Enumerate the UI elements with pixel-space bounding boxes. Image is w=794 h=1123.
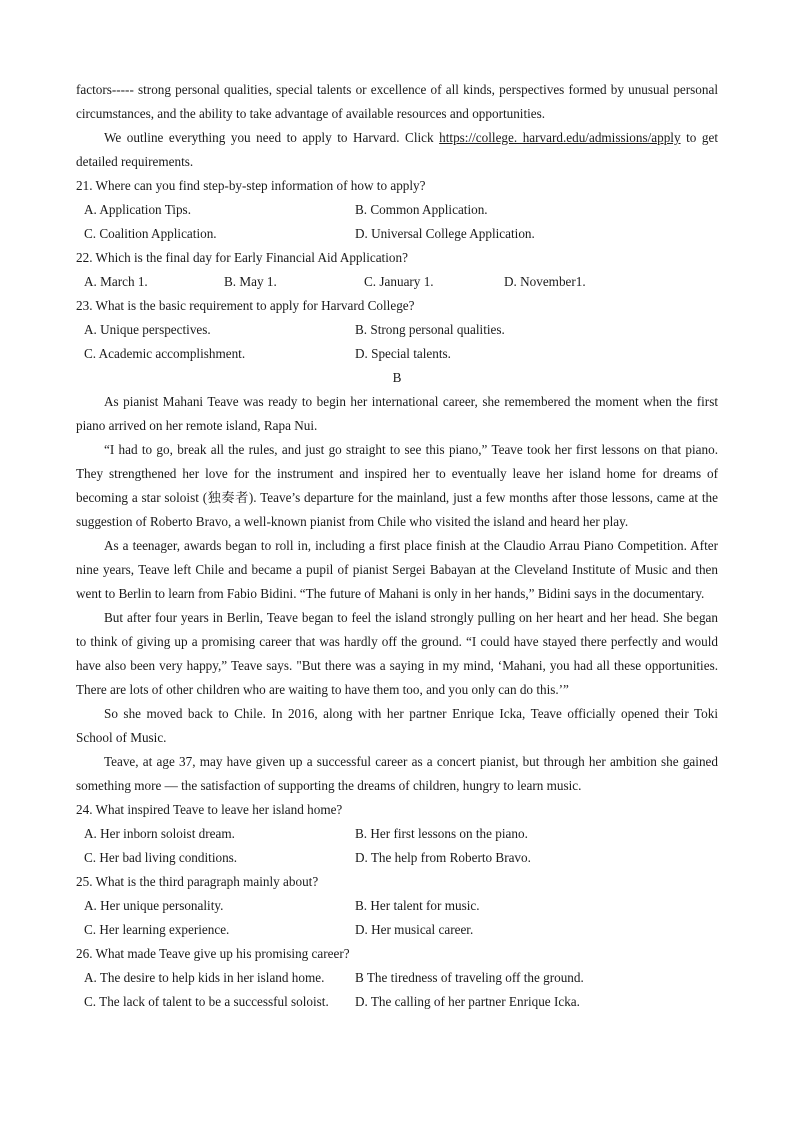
options-21 (76, 198, 718, 246)
question-21: 21. Where can you find step-by-step information of how to apply? (76, 178, 426, 193)
option-25-c: C. Her learning experience. (84, 922, 230, 937)
document-page (76, 78, 718, 1014)
option-25-d: D. Her musical career. (355, 922, 474, 937)
question-22: 22. Which is the final day for Early Financial Aid Application? (76, 250, 408, 265)
option-23-b: B. Strong personal qualities. (355, 322, 505, 337)
passage-paragraph-3: As a teenager, awards began to roll in, including a first place finish at the Claudio Arrau Piano Competition. After nine years, Teave left Chile and became a pupil of pianist Sergei Babayan at the Cleveland Institute of Music and then went to Berlin to learn from Fabio Bidini. “The future of Mahani is only in her hands,” Bidini says in the documentary. (76, 538, 718, 601)
question-23: 23. What is the basic requirement to apply for Harvard College? (76, 298, 415, 313)
option-21-b: B. Common Application. (355, 202, 488, 217)
option-26-c: C. The lack of talent to be a successful soloist. (84, 994, 329, 1009)
question-26: 26. What made Teave give up his promising career? (76, 946, 350, 961)
question-25: 25. What is the third paragraph mainly about? (76, 874, 319, 889)
option-26-a: A. The desire to help kids in her island home. (84, 970, 325, 985)
option-26-b: B The tiredness of traveling off the ground. (355, 970, 584, 985)
option-22-c: C. January 1. (364, 274, 434, 289)
option-21-d: D. Universal College Application. (355, 226, 535, 241)
passage-paragraph-6: Teave, at age 37, may have given up a successful career as a concert pianist, but through her ambition she gained something more — the satisfaction of supporting the dreams of children, hungry to learn music. (76, 754, 718, 793)
option-21-c: C. Coalition Application. (84, 226, 217, 241)
option-24-d: D. The help from Roberto Bravo. (355, 850, 531, 865)
outline-text-end: to get detailed requirements. (76, 130, 718, 169)
options-26 (76, 966, 718, 1014)
intro-paragraph: factors----- strong personal qualities, special talents or excellence of all kinds, perspectives formed by unusual personal circumstances, and the ability to take advantage of available resources and opportunities. (76, 82, 718, 121)
passage-paragraph-2: “I had to go, break all the rules, and just go straight to see this piano,” Teave took her first lessons on that piano. They strengthened her love for the instrument and inspired her to eventually leave her island home for dreams of becoming a star soloist (独奏者). Teave’s departure for the mainland, just a few months after those lessons, came at the suggestion of Roberto Bravo, a well-known pianist from Chile who visited the island and heard her play. (76, 442, 718, 529)
option-24-a: A. Her inborn soloist dream. (84, 826, 235, 841)
option-26-d: D. The calling of her partner Enrique Icka. (355, 994, 580, 1009)
harvard-apply-link[interactable]: https://college. harvard.edu/admissions/apply (439, 130, 681, 145)
option-22-d: D. November1. (504, 274, 586, 289)
options-23 (76, 318, 718, 366)
option-23-d: D. Special talents. (355, 346, 451, 361)
outline-paragraph (76, 126, 718, 174)
passage-paragraph-5: So she moved back to Chile. In 2016, along with her partner Enrique Icka, Teave officially opened their Toki School of Music. (76, 706, 718, 745)
passage-paragraph-1: As pianist Mahani Teave was ready to begin her international career, she remembered the moment when the first piano arrived on her remote island, Rapa Nui. (76, 394, 718, 433)
options-22 (76, 270, 718, 294)
question-24: 24. What inspired Teave to leave her island home? (76, 802, 343, 817)
option-23-c: C. Academic accomplishment. (84, 346, 246, 361)
option-23-a: A. Unique perspectives. (84, 322, 211, 337)
options-25 (76, 894, 718, 942)
options-24 (76, 822, 718, 870)
option-22-a: A. March 1. (84, 274, 148, 289)
option-25-a: A. Her unique personality. (84, 898, 224, 913)
option-22-b: B. May 1. (224, 274, 277, 289)
outline-text: We outline everything you need to apply to Harvard. Click (104, 130, 440, 145)
passage-paragraph-4: But after four years in Berlin, Teave began to feel the island strongly pulling on her heart and her head. She began to think of giving up a promising career that was hardly off the ground. “I could have stayed there perfectly and would have also been very happy,” Teave says. "But there was a saying in my mind, ‘Mahani, you had all these opportunities. There are lots of other children who are waiting to have them too, and you only can do this.’” (76, 610, 718, 697)
section-b-label: B (392, 370, 402, 385)
option-24-c: C. Her bad living conditions. (84, 850, 238, 865)
option-25-b: B. Her talent for music. (355, 898, 480, 913)
option-21-a: A. Application Tips. (84, 202, 191, 217)
option-24-b: B. Her first lessons on the piano. (355, 826, 528, 841)
